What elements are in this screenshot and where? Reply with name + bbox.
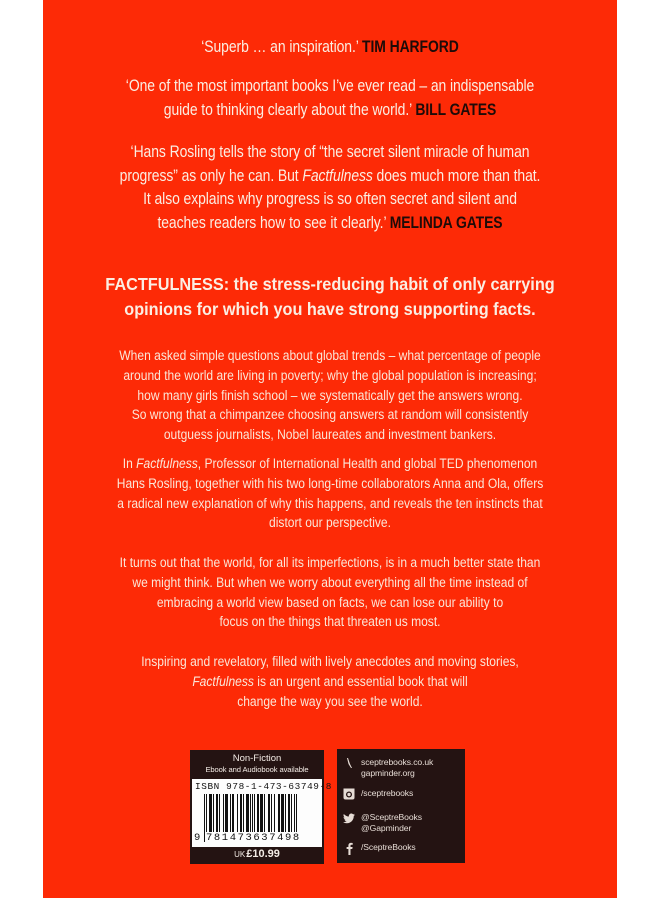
- website-link-sceptre[interactable]: sceptrebooks.co.uk: [361, 757, 434, 767]
- quote-line: It also explains why progress is so often secret and silent and: [143, 189, 517, 208]
- description-paragraph-2: [72, 454, 589, 533]
- genre-label: Non-Fiction: [232, 753, 282, 764]
- paragraph-line: Inspiring and revelatory, filled with lively anecdotes and moving stories,: [141, 654, 519, 669]
- tagline-line: opinions for which you have strong supporting facts.: [124, 298, 536, 319]
- barcode-icon: [204, 794, 316, 835]
- instagram-row: [343, 788, 413, 800]
- quote-fragment: does much more than that.: [372, 165, 541, 185]
- paragraph-line: outguess journalists, Nobel laureates and investment bankers.: [163, 427, 497, 443]
- instagram-handle[interactable]: /sceptrebooks: [361, 788, 414, 798]
- paragraph-line: around the world are living in poverty; why the global population is increasing;: [123, 367, 537, 383]
- paragraph-line: how many girls finish school – we systematically get the answers wrong.: [137, 387, 523, 403]
- social-links-panel: [337, 749, 465, 863]
- quote-line: ‘One of the most important books I’ve ever read – an indispensable: [125, 76, 535, 95]
- paragraph-fragment: , Professor of International Health and global TED phenomenon: [197, 456, 538, 471]
- twitter-handle-sceptre[interactable]: @SceptreBooks: [361, 812, 422, 822]
- ean-remaining-digits: 781473637498: [206, 832, 301, 844]
- facebook-row: [343, 842, 416, 854]
- twitter-row: [343, 812, 422, 834]
- paragraph-line: It turns out that the world, for all its imperfections, is in a much better state than: [119, 555, 541, 570]
- paragraph-line: Hans Rosling, together with his two long-time collaborators Anna and Ola, offers: [116, 475, 544, 491]
- paragraph-line: [72, 454, 589, 474]
- price-label: [190, 847, 324, 862]
- book-title-italic: Factfulness: [136, 456, 198, 471]
- book-back-cover: [43, 0, 617, 898]
- book-title-italic: Factfulness: [192, 673, 254, 689]
- book-title-italic: Factfulness: [302, 165, 373, 185]
- price-currency: UK: [234, 850, 246, 859]
- quote-line: ‘Hans Rosling tells the story of “the secret silent miracle of human: [130, 142, 530, 161]
- barcode-price-panel: [190, 750, 332, 864]
- quote-line: [95, 164, 566, 188]
- paragraph-line: we might think. But when we worry about everything all the time instead of: [132, 574, 528, 590]
- description-paragraph-4: [72, 652, 589, 711]
- paragraph-line: embracing a world view based on facts, we can lose our ability to: [156, 594, 504, 610]
- quote-line: teaches readers how to see it clearly.’: [157, 212, 386, 232]
- paragraph-fragment: In: [122, 456, 137, 471]
- quote-tim-harford: [95, 35, 566, 59]
- quote-fragment: progress” as only he can. But: [119, 165, 303, 185]
- quote-attribution: TIM HARFORD: [362, 37, 459, 56]
- paragraph-line: distort our perspective.: [269, 515, 391, 531]
- websites-row: [343, 757, 433, 779]
- paragraph-line: So wrong that a chimpanzee choosing answers at random will consistently: [131, 407, 529, 423]
- tagline-line: FACTFULNESS: the stress-reducing habit of only carrying: [105, 274, 555, 294]
- ean-first-digit: 9: [194, 832, 202, 844]
- paragraph-line: a radical new explanation of why this happens, and reveals the ten instincts that: [117, 495, 543, 511]
- quote-melinda-gates: [95, 140, 566, 234]
- paragraph-line: [72, 672, 589, 692]
- availability-label: Ebook and Audiobook available: [205, 765, 309, 774]
- quote-bill-gates: [95, 74, 566, 121]
- website-link-gapminder[interactable]: gapminder.org: [361, 768, 415, 778]
- quote-attribution: BILL GATES: [415, 99, 497, 119]
- web-link-icon: [343, 757, 355, 769]
- paragraph-line: When asked simple questions about global trends – what percentage of people: [119, 348, 541, 363]
- instagram-icon: [343, 788, 355, 800]
- ean-digits: [194, 832, 320, 844]
- tagline: [63, 272, 597, 321]
- paragraph-line: focus on the things that threaten us most.: [219, 614, 441, 630]
- twitter-bird-icon: [343, 812, 355, 824]
- price-value: £10.99: [246, 848, 280, 860]
- barcode-area: [192, 779, 332, 847]
- quote-line: guide to thinking clearly about the world.’: [163, 99, 412, 119]
- isbn-label: ISBN 978-1-473-63749-8: [195, 781, 332, 792]
- twitter-handle-gapminder[interactable]: @Gapminder: [361, 823, 412, 833]
- description-paragraph-3: [72, 553, 589, 632]
- quote-text: ‘Superb … an inspiration.’: [201, 37, 359, 56]
- description-paragraph-1: [72, 346, 589, 445]
- quote-attribution: MELINDA GATES: [389, 212, 503, 232]
- facebook-handle[interactable]: /SceptreBooks: [361, 842, 416, 852]
- facebook-icon: [343, 842, 355, 854]
- paragraph-fragment: is an urgent and essential book that will: [253, 673, 468, 689]
- paragraph-line: change the way you see the world.: [237, 693, 423, 709]
